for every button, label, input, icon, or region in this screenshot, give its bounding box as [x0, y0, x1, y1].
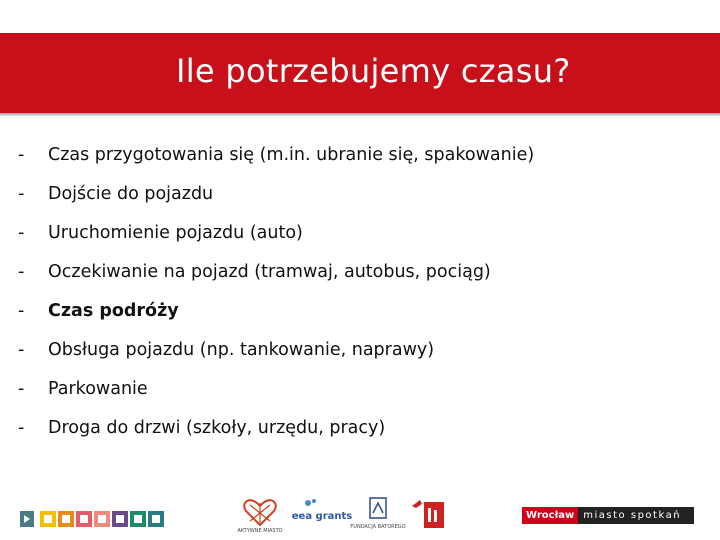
bullet-text: Oczekiwanie na pojazd (tramwaj, autobus, pociąg) — [48, 262, 491, 282]
bullet-text: Czas przygotowania się (m.in. ubranie się, spakowanie) — [48, 145, 535, 165]
color-square-icon — [112, 511, 128, 527]
eea-grants-text: eea grants — [291, 511, 353, 522]
bullet-dash: - — [18, 301, 25, 321]
aktywne-miasto-logo — [236, 495, 284, 535]
bullet-dash: - — [18, 145, 25, 165]
bullet-text: Parkowanie — [48, 379, 148, 399]
color-square-icon — [58, 511, 74, 527]
color-square-icon — [76, 511, 92, 527]
color-square-icon — [40, 511, 56, 527]
bullet-dash: - — [18, 262, 25, 282]
fundacja-batorego-logo — [350, 495, 406, 535]
bullet-text: Obsługa pojazdu (np. tankowanie, naprawy) — [48, 340, 435, 360]
aktywne-miasto-text: AKTYWNE MIASTO — [237, 528, 283, 534]
bullet-text: Droga do drzwi (szkoły, urzędu, pracy) — [48, 418, 386, 438]
bullet-dash: - — [18, 184, 25, 204]
bullet-dash: - — [18, 340, 25, 360]
eea-grants-logo — [291, 495, 353, 535]
bullet-text: Czas podróży — [48, 301, 179, 321]
next-arrow-icon — [20, 511, 34, 527]
red-partner-logo — [408, 494, 448, 536]
slide-title: Ile potrzebujemy czasu? — [176, 52, 571, 90]
bullet-text: Dojście do pojazdu — [48, 184, 214, 204]
wroclaw-logo-text: Wrocław — [522, 507, 578, 524]
color-square-icon — [94, 511, 110, 527]
bullet-text: Uruchomienie pojazdu (auto) — [48, 223, 303, 243]
wroclaw-slogan-text: miasto spotkań — [578, 507, 694, 524]
bullet-dash: - — [18, 418, 25, 438]
bullet-dash: - — [18, 379, 25, 399]
color-square-icon — [130, 511, 146, 527]
wroclaw-logo — [522, 507, 694, 524]
bullet-dash: - — [18, 223, 25, 243]
color-square-icon — [148, 511, 164, 527]
fundacja-batorego-text: FUNDACJA BATOREGO — [350, 524, 406, 530]
title-bar-shadow — [0, 113, 720, 117]
